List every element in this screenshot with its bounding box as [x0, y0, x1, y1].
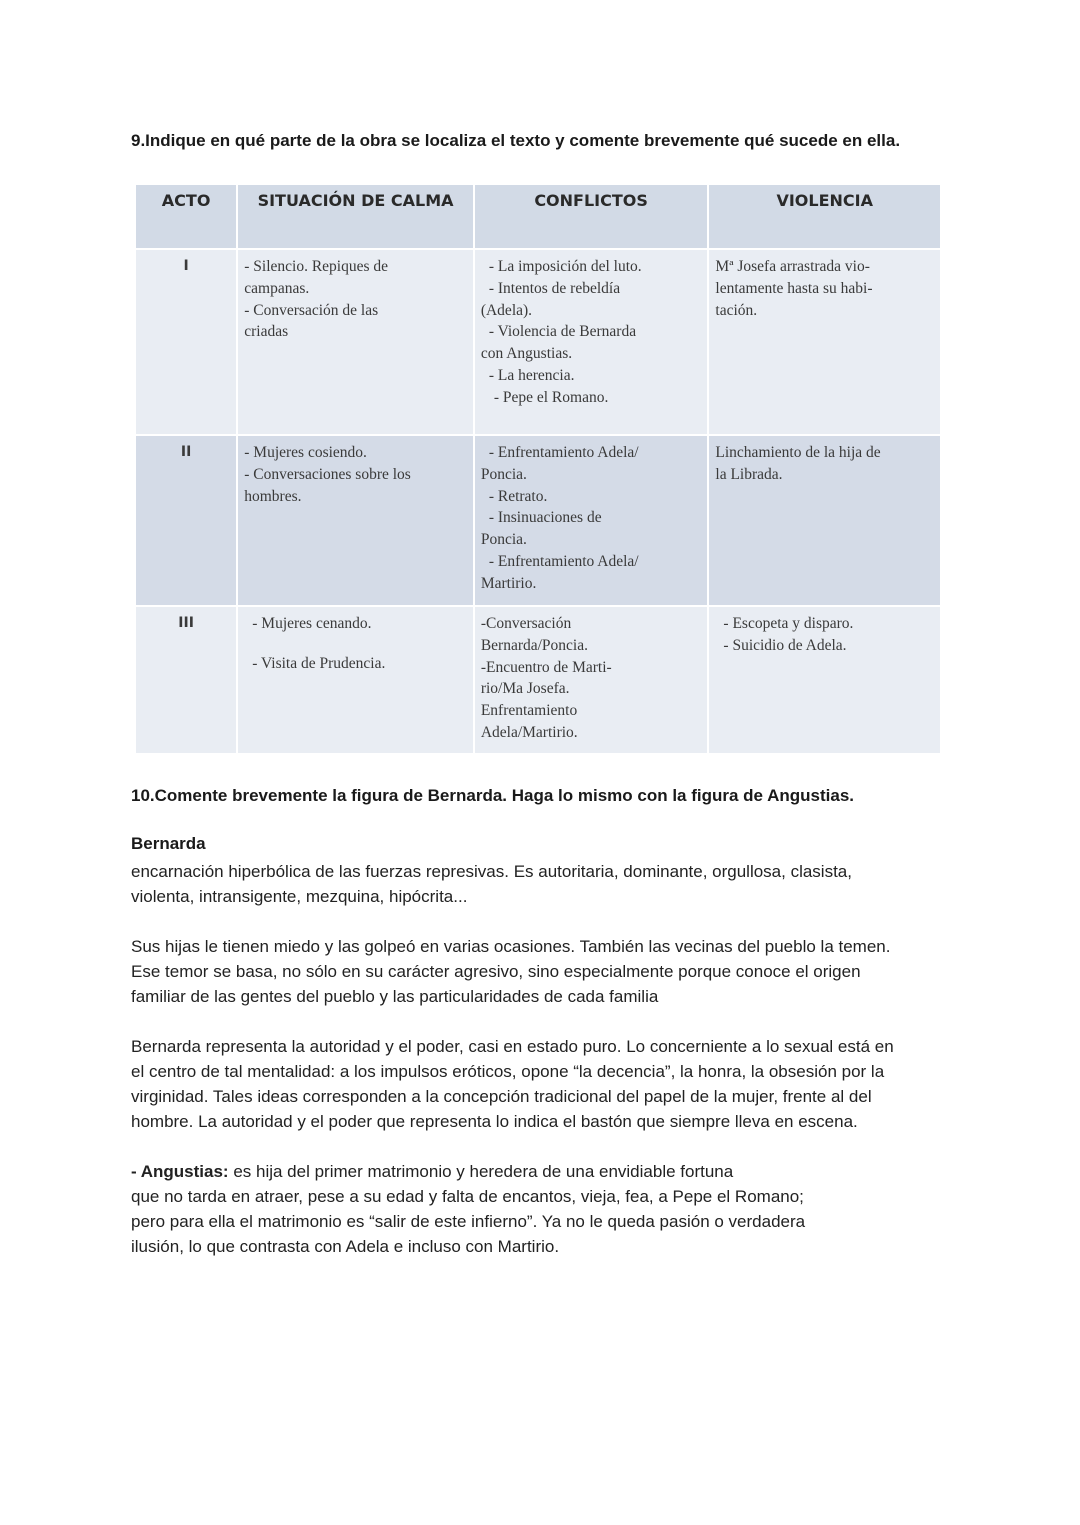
cell-line: - Violencia de Bernarda	[488, 323, 637, 341]
cell-line: Enfrentamiento	[480, 702, 578, 720]
cell-line: - La imposición del luto.	[488, 258, 642, 275]
cell-line: - Escopeta y disparo.	[723, 615, 854, 632]
acto-cell: I	[136, 248, 236, 434]
cell-line: hombres.	[244, 487, 302, 505]
cell-line: Bernarda/Poncia.	[480, 636, 588, 654]
cell-line: - Suicidio de Adela.	[723, 636, 847, 654]
angustias-label: - Angustias:	[131, 1162, 229, 1181]
conflictos-cell	[475, 605, 708, 753]
violencia-cell	[709, 248, 940, 434]
text-line: Bernarda representa la autoridad y el poder, casi en estado puro. Lo concerniente a lo sexual está en	[131, 1037, 894, 1056]
cell-line: - Pepe el Romano.	[493, 388, 609, 406]
calma-cell	[238, 605, 473, 753]
cell-line: - Insinuaciones de	[488, 509, 602, 527]
cell-line: - Enfrentamiento Adela/	[488, 552, 639, 570]
cell-line: Poncia.	[480, 465, 527, 483]
cell-line: campanas.	[244, 279, 310, 297]
cell-line: la Librada.	[715, 465, 783, 483]
text-line: ilusión, lo que contrasta con Adela e incluso con Martirio.	[131, 1237, 560, 1256]
text-line: familiar de las gentes del pueblo y las particularidades de cada familia	[131, 987, 659, 1006]
cell-line: - Silencio. Repiques de	[244, 258, 389, 275]
header-violencia: VIOLENCIA	[709, 185, 940, 248]
cell-line: Linchamiento de la hija de	[715, 444, 881, 461]
cell-line: -Encuentro de Marti-	[480, 658, 612, 676]
text-line: el centro de tal mentalidad: a los impulsos eróticos, opone “la decencia”, la honra, la obsesión por la	[131, 1062, 885, 1081]
cell-line: - Retrato.	[488, 487, 548, 505]
question-9: 9.Indique en qué parte de la obra se localiza el texto y comente brevemente qué sucede en ella.	[131, 131, 901, 150]
conflictos-cell	[475, 434, 708, 605]
violencia-cell	[709, 434, 940, 605]
bernarda-paragraph-2	[131, 934, 951, 1009]
acts-table	[134, 185, 942, 753]
acto-cell: II	[136, 434, 236, 605]
cell-line: (Adela).	[480, 301, 533, 319]
cell-line: - Enfrentamiento Adela/	[488, 444, 639, 461]
cell-line: criadas	[244, 323, 289, 341]
table-row	[136, 605, 940, 753]
angustias-paragraph	[131, 1159, 951, 1259]
header-situacion-calma	[238, 185, 473, 248]
angustias-first-line: es hija del primer matrimonio y heredera de una envidiable fortuna	[228, 1162, 734, 1181]
cell-line: - Conversaciones sobre los	[244, 465, 411, 483]
calma-cell	[238, 434, 473, 605]
calma-cell	[238, 248, 473, 434]
cell-line: - Mujeres cosiendo.	[244, 444, 367, 461]
violencia-cell	[709, 605, 940, 753]
text-line: pero para ella el matrimonio es “salir de este infierno”. Ya no le queda pasión o verdadera	[131, 1212, 806, 1231]
cell-line: - Intentos de rebeldía	[488, 279, 621, 297]
cell-line: lentamente hasta su habi-	[715, 279, 873, 297]
cell-line: - La herencia.	[488, 366, 575, 384]
text-line: que no tarda en atraer, pese a su edad y falta de encantos, vieja, fea, a Pepe el Romano;	[131, 1187, 804, 1206]
cell-line: Martirio.	[480, 574, 537, 592]
header-conflictos: CONFLICTOS	[475, 185, 708, 248]
conflictos-cell	[475, 248, 708, 434]
bernarda-paragraph-1	[131, 859, 951, 909]
bernarda-paragraph-3	[131, 1034, 951, 1134]
header-acto: ACTO	[136, 185, 236, 248]
text-line: violenta, intransigente, mezquina, hipócrita...	[131, 887, 468, 906]
cell-line: - Conversación de las	[244, 301, 379, 319]
text-line: Sus hijas le tienen miedo y las golpeó en varias ocasiones. También las vecinas del pueblo la temen.	[131, 937, 891, 956]
table-row	[136, 248, 940, 434]
text-line: virginidad. Tales ideas corresponden a la concepción tradicional del papel de la mujer, frente al del	[131, 1087, 872, 1106]
text-line	[131, 1159, 951, 1184]
table-header-row	[136, 185, 940, 248]
cell-line: rio/Ma Josefa.	[480, 680, 570, 698]
text-line: encarnación hiperbólica de las fuerzas represivas. Es autoritaria, dominante, orgullosa, clasista,	[131, 862, 852, 881]
acto-cell: III	[136, 605, 236, 753]
text-line: Ese temor se basa, no sólo en su carácter agresivo, sino especialmente porque conoce el origen	[131, 962, 861, 981]
header-situacion-line-1: SITUACIÓN DE	[257, 191, 386, 210]
cell-line: Adela/Martirio.	[480, 723, 578, 741]
cell-line: -Conversación	[480, 615, 572, 632]
text-line: hombre. La autoridad y el poder que representa lo indica el bastón que siempre lleva en escena.	[131, 1112, 858, 1131]
table-row	[136, 434, 940, 605]
cell-line: - Mujeres cenando.	[252, 615, 372, 632]
cell-line: - Visita de Prudencia.	[252, 654, 386, 672]
cell-line: Mª Josefa arrastrada vio-	[715, 258, 870, 275]
bernarda-heading: Bernarda	[131, 834, 206, 853]
question-10: 10.Comente brevemente la figura de Bernarda. Haga lo mismo con la figura de Angustias.	[131, 786, 855, 805]
cell-line: tación.	[715, 301, 758, 319]
header-situacion-line-2: CALMA	[390, 191, 454, 210]
cell-line: con Angustias.	[480, 345, 573, 363]
cell-line: Poncia.	[480, 531, 527, 549]
